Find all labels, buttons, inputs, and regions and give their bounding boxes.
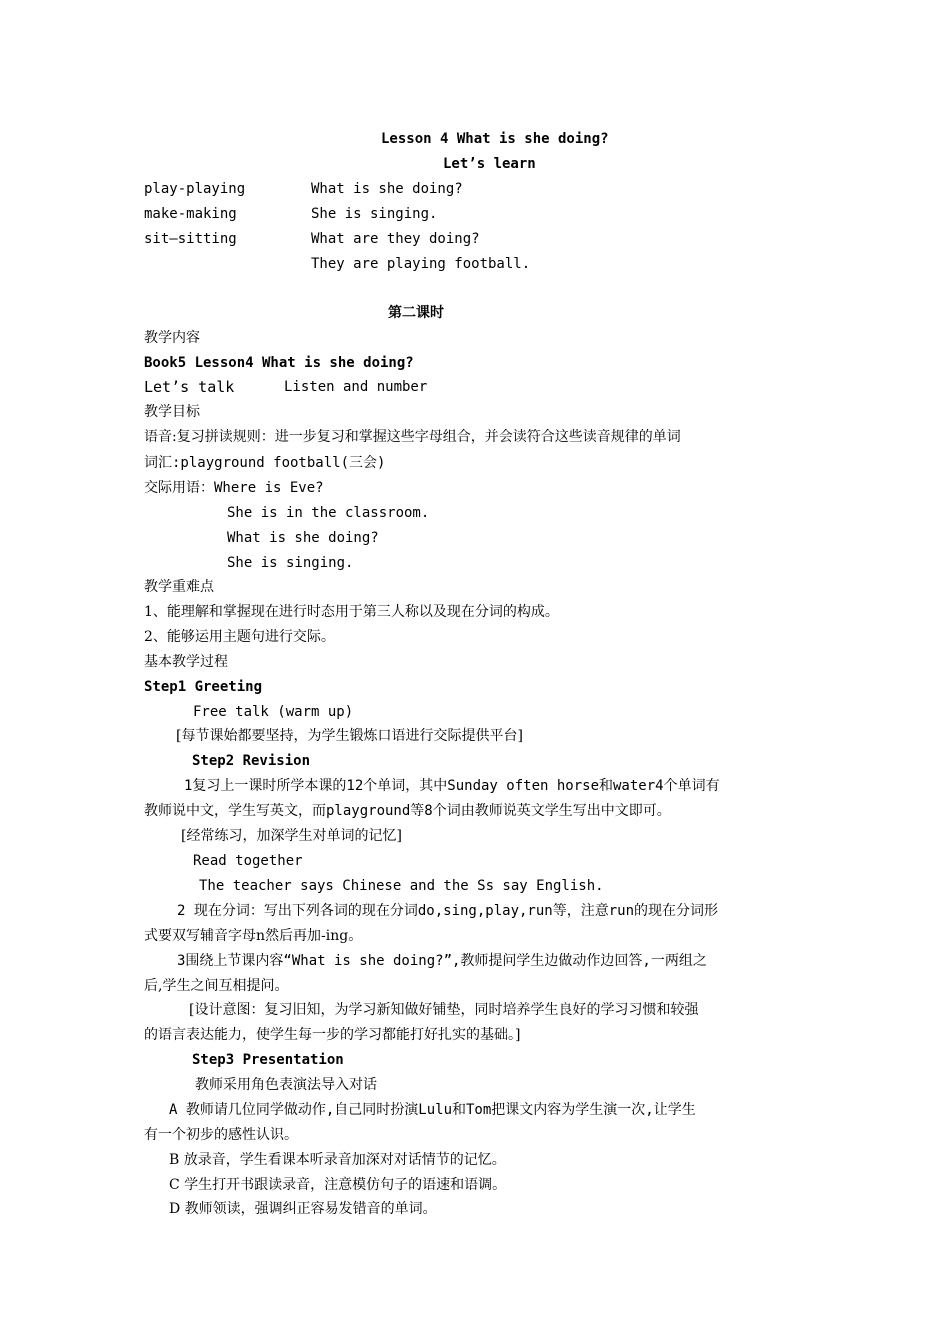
vocab-word: play-playing: [144, 181, 246, 197]
vocab-sentence: What are they doing?: [311, 231, 480, 247]
step3-item-b: B 放录音，学生看课本听录音加深对对话情节的记忆。: [169, 1152, 506, 1168]
dialogue-line: She is singing.: [227, 555, 354, 571]
step3-title: Step3 Presentation: [192, 1052, 344, 1068]
step3-item-a: 有一个初步的感性认识。: [144, 1127, 298, 1143]
step2-paragraph: 后,学生之间互相提问。: [144, 978, 289, 994]
key-points-label: 教学重难点: [144, 579, 214, 595]
vocab-sentence: She is singing.: [311, 206, 438, 222]
teacher-says: The teacher says Chinese and the Ss say English.: [199, 878, 604, 894]
step2-paragraph: 教师说中文，学生写英文，而playground等8个词由教师说英文学生写出中文即可。: [144, 803, 671, 819]
step1-note: [每节课始都要坚持，为学生锻炼口语进行交际提供平台]: [176, 728, 523, 744]
step2-paragraph: 1复习上一课时所学本课的12个单词，其中Sunday often horse和water4个单词有: [184, 778, 720, 794]
process-label: 基本教学过程: [144, 654, 228, 670]
key-point: 2、能够运用主题句进行交际。: [144, 629, 335, 645]
content-label: 教学内容: [144, 330, 200, 346]
lesson-title: Lesson 4 What is she doing?: [381, 131, 609, 147]
vocab-word: make-making: [144, 206, 237, 222]
words-goal: 词汇:playground football(三会): [144, 455, 386, 471]
step2-paragraph: 3围绕上节课内容“What is she doing?”,教师提问学生边做动作边回答,一两组之: [177, 953, 707, 969]
step3-item-d: D 教师领读，强调纠正容易发错音的单词。: [169, 1201, 437, 1217]
section-heading: 第二课时: [388, 305, 444, 321]
read-together: Read together: [193, 853, 303, 869]
dialogue-line: What is she doing?: [227, 530, 379, 546]
vocab-sentence: They are playing football.: [311, 256, 531, 272]
vocab-sentence: What is she doing?: [311, 181, 463, 197]
phonics-goal: 语音:复习拼读规则：进一步复习和掌握这些字母组合，并会读符合这些读音规律的单词: [144, 429, 681, 445]
step2-title: Step2 Revision: [192, 753, 311, 769]
dialogue-label: 交际用语：Where is Eve?: [144, 480, 324, 496]
design-note: [设计意图：复习旧知，为学习新知做好铺垫，同时培养学生良好的学习习惯和较强: [189, 1002, 699, 1018]
lets-talk: Let’s talk: [144, 378, 235, 396]
listen-number: Listen and number: [284, 379, 428, 395]
key-point: 1、能理解和掌握现在进行时态用于第三人称以及现在分词的构成。: [144, 604, 559, 620]
step2-note: [经常练习，加深学生对单词的记忆]: [181, 828, 402, 844]
step3-item-c: C 学生打开书跟读录音，注意模仿句子的语速和语调。: [169, 1177, 507, 1193]
book-line: Book5 Lesson4 What is she doing?: [144, 355, 414, 371]
step3-intro: 教师采用角色表演法导入对话: [195, 1077, 377, 1093]
lesson-subtitle: Let’s learn: [443, 156, 536, 172]
step1-title: Step1 Greeting: [144, 679, 263, 695]
step1-line: Free talk (warm up): [193, 704, 354, 720]
vocab-word: sit—sitting: [144, 231, 237, 247]
step2-paragraph: 2 现在分词：写出下列各词的现在分词do,sing,play,run等，注意run的现在分词形: [177, 903, 719, 919]
step3-item-a: A 教师请几位同学做动作,自己同时扮演Lulu和Tom把课文内容为学生演一次,让学生: [169, 1102, 696, 1118]
step2-paragraph: 式要双写辅音字母n然后再加-ing。: [144, 928, 363, 944]
design-note: 的语言表达能力，使学生每一步的学习都能打好扎实的基础。]: [144, 1027, 521, 1043]
goals-label: 教学目标: [144, 404, 200, 420]
dialogue-line: She is in the classroom.: [227, 505, 430, 521]
